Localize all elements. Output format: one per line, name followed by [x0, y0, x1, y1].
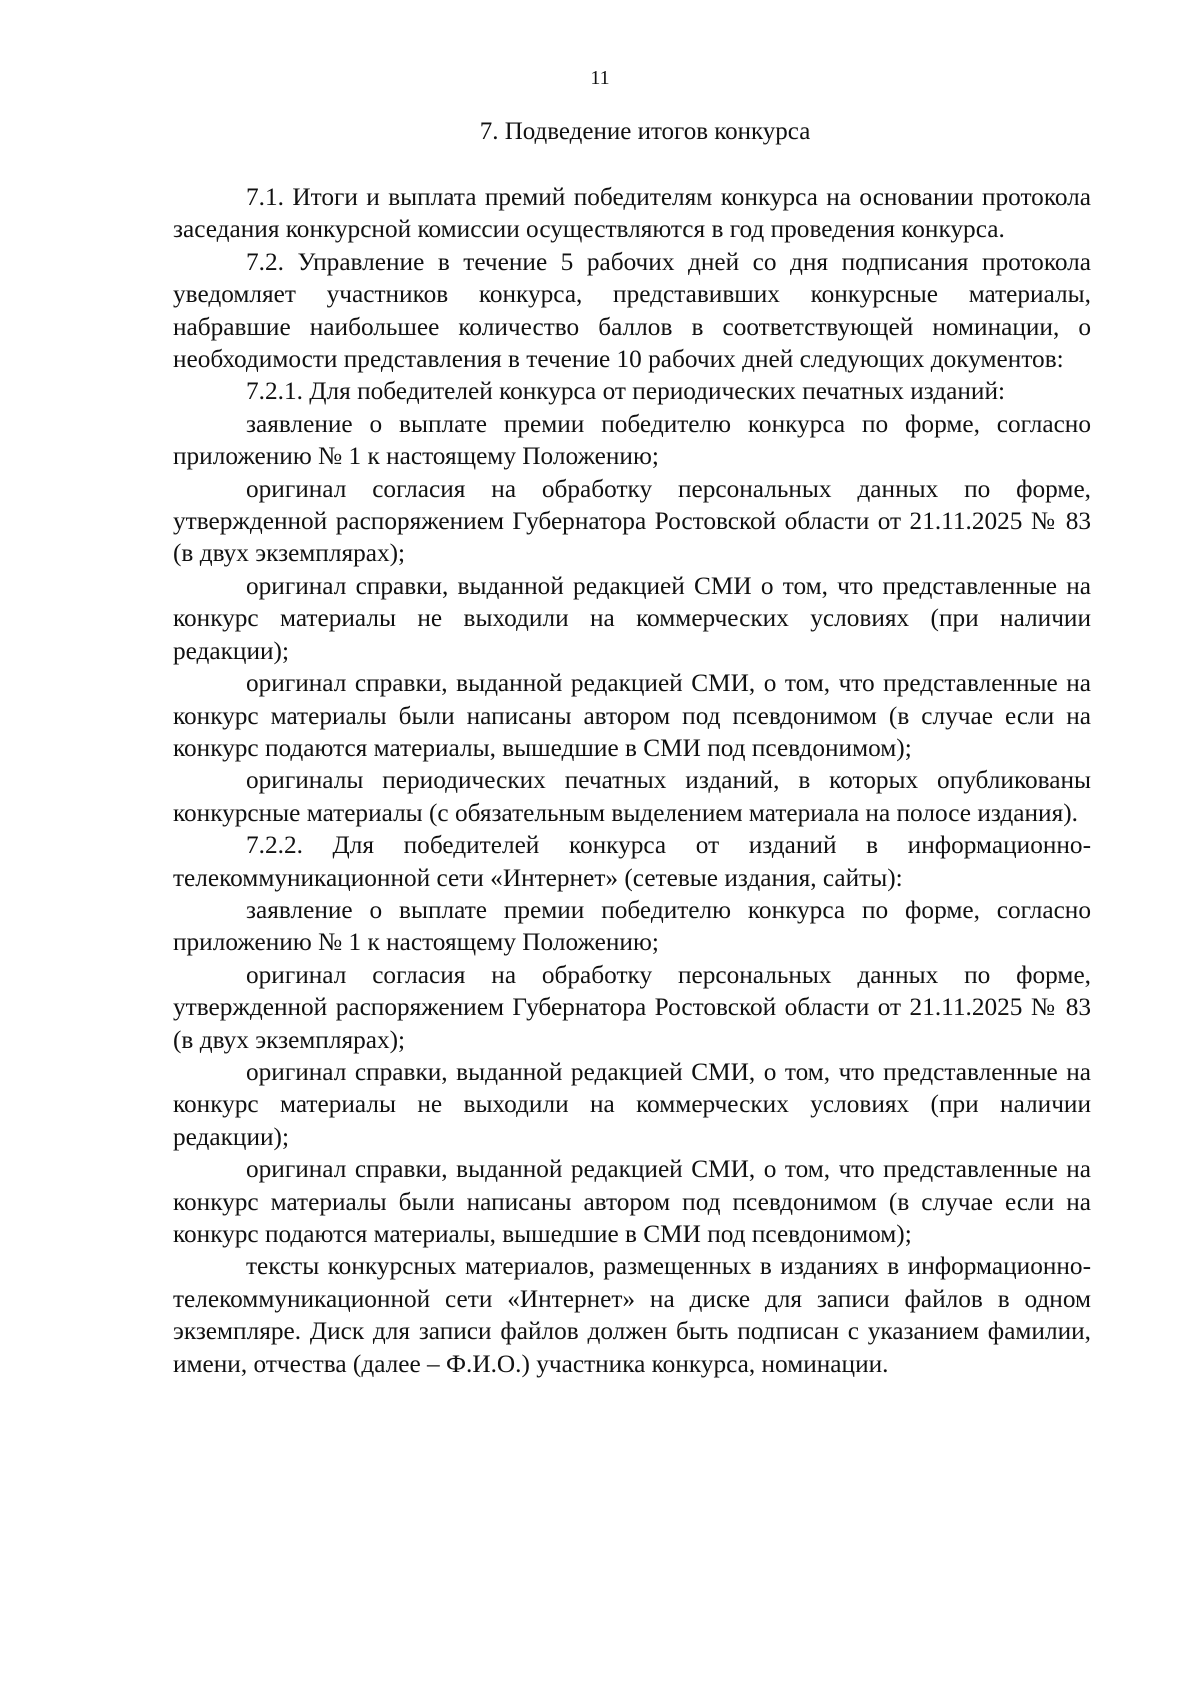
paragraph-texts-on-disk: тексты конкурсных материалов, размещенных в изданиях в информационно-телекоммуникационной сети «Интернет» на диске для записи файлов в одном экземпляре. Диск для записи файлов должен быть подписан с указанием фамилии, имени, отчества (далее – Ф.И.О.) участника конкурса, номинации. — [173, 1252, 1091, 1378]
paragraph-original-publications: оригиналы периодических печатных изданий, в которых опубликованы конкурсные материалы (с обязательным выделением материала на полосе издания). — [173, 766, 1091, 827]
paragraph-7-2-2: 7.2.2. Для победителей конкурса от изданий в информационно-телекоммуникационной сети «Интернет» (сетевые издания, сайты): — [173, 831, 1091, 892]
paragraph-pseudonym-certificate-online: оригинал справки, выданной редакцией СМИ, о том, что представленные на конкурс материалы были написаны автором под псевдонимом (в случае если на конкурс подаются материалы, вышедшие в СМИ под псевдонимом); — [173, 1155, 1091, 1248]
paragraph-7-2-1: 7.2.1. Для победителей конкурса от периодических печатных изданий: — [246, 377, 1006, 406]
page-number: 11 — [590, 67, 610, 89]
paragraph-noncommercial-certificate-online: оригинал справки, выданной редакцией СМИ, о том, что представленные на конкурс материалы не выходили на коммерческих условиях (при наличии редакции); — [173, 1057, 1091, 1151]
paragraph-7-1: 7.1. Итоги и выплата премий победителям конкурса на основании протокола заседания конкурсной комиссии осуществляются в год проведения конкурса. — [173, 183, 1091, 244]
paragraph-noncommercial-certificate: оригинал справки, выданной редакцией СМИ о том, что представленные на конкурс материалы не выходили на коммерческих условиях (при наличии редакции); — [173, 571, 1091, 665]
document-body — [173, 181, 1091, 1380]
paragraph-7-2: 7.2. Управление в течение 5 рабочих дней со дня подписания протокола уведомляет участников конкурса, представивших конкурсные материалы, набравшие наибольшее количество баллов в соответствующей номинации, о необходимости представления в течение 10 рабочих дней следующих документов: — [173, 247, 1091, 374]
section-title: 7. Подведение итогов конкурса — [479, 118, 811, 145]
paragraph-personal-data-consent: оригинал согласия на обработку персональных данных по форме, утвержденной распоряжением Губернатора Ростовской области от 21.11.2025 № 83 (в двух экземплярах); — [173, 474, 1091, 568]
paragraph-application-form-online: заявление о выплате премии победителю конкурса по форме, согласно приложению № 1 к настоящему Положению; — [173, 895, 1091, 957]
paragraph-pseudonym-certificate: оригинал справки, выданной редакцией СМИ, о том, что представленные на конкурс материалы были написаны автором под псевдонимом (в случае если на конкурс подаются материалы, вышедшие в СМИ под псевдонимом); — [173, 669, 1091, 762]
paragraph-personal-data-consent-online: оригинал согласия на обработку персональных данных по форме, утвержденной распоряжением Губернатора Ростовской области от 21.11.2025 № 83 (в двух экземплярах); — [173, 960, 1091, 1054]
paragraph-application-form: заявление о выплате премии победителю конкурса по форме, согласно приложению № 1 к настоящему Положению; — [173, 409, 1091, 471]
